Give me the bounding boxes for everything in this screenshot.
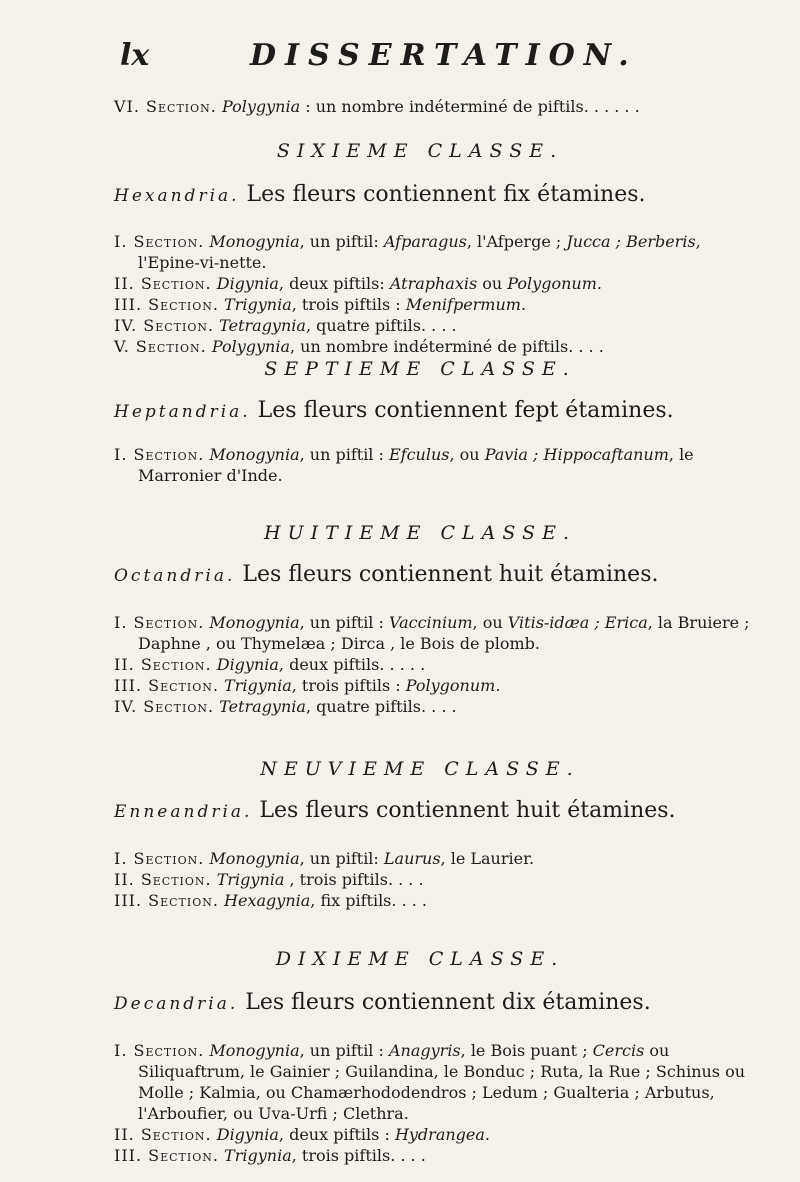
section-number: II. Section. bbox=[114, 655, 212, 674]
section-number: IV. Section. bbox=[114, 697, 215, 716]
section-name: Tetragynia bbox=[219, 316, 306, 335]
class-name: Decandria. bbox=[114, 994, 239, 1014]
section-text: , trois piftils : bbox=[291, 676, 406, 695]
section-entry bbox=[114, 315, 764, 336]
section-text: , la Bruiere ; Daphne , ou Thymelæa ; Dirca , le Bois de plomb. bbox=[138, 613, 750, 653]
page-header bbox=[120, 38, 740, 78]
class-description bbox=[114, 182, 764, 209]
section-text: , deux piftils : bbox=[278, 1125, 395, 1144]
section-list bbox=[114, 1040, 764, 1166]
running-title: DISSERTATION. bbox=[250, 38, 638, 73]
section-entry bbox=[114, 444, 764, 486]
section-text: , ou bbox=[449, 445, 485, 464]
section-entry bbox=[114, 675, 764, 696]
section-name: Monogynia bbox=[209, 1041, 300, 1060]
section-number: III. Section. bbox=[114, 891, 219, 910]
class-description bbox=[114, 798, 764, 825]
class-name: Hexandria. bbox=[114, 186, 240, 206]
section-number: III. Section. bbox=[114, 295, 219, 314]
section-number: II. Section. bbox=[114, 870, 212, 889]
plant-names: Pavia ; Hippocaftanum bbox=[484, 445, 669, 464]
plant-names: Vaccinium bbox=[388, 613, 473, 632]
section-text: ou Siliquaftrum, le Gainier ; Guilandina, le Bonduc ; Ruta, la Rue ; Schinus ou Molle ; Kalmia, ou Chamærhododendros ; Ledum ; Gualteria ; Arbutus, l'Arboufier, ou Uva-Urfi ; Clethra. bbox=[138, 1041, 746, 1123]
plant-names: Cercis bbox=[592, 1041, 645, 1060]
class-desc-text: Les fleurs contiennent huit étamines. bbox=[252, 798, 676, 823]
class-name: Heptandria. bbox=[114, 402, 251, 422]
section-text: , un piftil : bbox=[299, 445, 389, 464]
plant-names: Polygonum. bbox=[405, 676, 501, 695]
section-text: , un piftil : bbox=[299, 1041, 389, 1060]
class-description bbox=[114, 990, 764, 1017]
section-list bbox=[114, 612, 764, 717]
section-name: Monogynia bbox=[209, 232, 300, 251]
class-description bbox=[114, 398, 764, 425]
class-heading: NEUVIEME CLASSE. bbox=[260, 758, 580, 780]
class-heading: SEPTIEME CLASSE. bbox=[264, 358, 576, 380]
section-name: Digynia bbox=[216, 655, 279, 674]
section-entry bbox=[114, 696, 764, 717]
section-text: , un piftil: bbox=[299, 849, 384, 868]
section-number: I. Section. bbox=[114, 232, 205, 251]
plant-names: Menifpermum. bbox=[405, 295, 527, 314]
section-name: Polygynia bbox=[211, 337, 290, 356]
section-list bbox=[114, 444, 764, 486]
section-number: I. Section. bbox=[114, 849, 205, 868]
section-text: , trois piftils. . . . bbox=[284, 870, 424, 889]
section-name: Monogynia bbox=[209, 849, 300, 868]
section-text: , le Bois puant ; bbox=[460, 1041, 593, 1060]
section-text: , un piftil : bbox=[299, 613, 389, 632]
section-name: Digynia bbox=[216, 1125, 279, 1144]
section-entry bbox=[114, 654, 764, 675]
class-desc-text: Les fleurs contiennent dix étamines. bbox=[238, 990, 651, 1015]
plant-names: Efculus bbox=[388, 445, 450, 464]
class-desc-text: Les fleurs contiennent fix étamines. bbox=[239, 182, 646, 207]
section-list bbox=[114, 231, 764, 357]
section-entry bbox=[114, 336, 764, 357]
section-number: I. Section. bbox=[114, 613, 205, 632]
section-text: , deux piftils. . . . . bbox=[278, 655, 426, 674]
class-heading: HUITIEME CLASSE. bbox=[264, 522, 576, 544]
section-name: Trigynia bbox=[224, 676, 292, 695]
plant-names: Jucca ; Berberis bbox=[566, 232, 696, 251]
section-text: , un piftil: bbox=[299, 232, 384, 251]
section-text: , trois piftils. . . . bbox=[291, 1146, 426, 1165]
section-text: , trois piftils : bbox=[291, 295, 406, 314]
plant-names: Atraphaxis bbox=[389, 274, 478, 293]
section-text: , un nombre indéterminé de piftils. . . . bbox=[290, 337, 604, 356]
section-entry bbox=[114, 1145, 764, 1166]
section-name: Trigynia bbox=[224, 1146, 292, 1165]
section-text: , le Marronier d'Inde. bbox=[138, 445, 694, 485]
class-desc-text: Les fleurs contiennent fept étamines. bbox=[250, 398, 674, 423]
section-entry bbox=[114, 231, 764, 273]
section-name: Trigynia bbox=[224, 295, 292, 314]
class-heading: DIXIEME CLASSE. bbox=[275, 948, 565, 970]
section-text: , ou bbox=[472, 613, 508, 632]
page-number: lx bbox=[120, 38, 150, 73]
section-number: VI. Section. bbox=[114, 97, 217, 116]
plant-names: Anagyris bbox=[388, 1041, 461, 1060]
section-name: Monogynia bbox=[209, 445, 300, 464]
plant-names: Afparagus bbox=[383, 232, 467, 251]
section-number: V. Section. bbox=[114, 337, 207, 356]
section-name: Trigynia bbox=[216, 870, 285, 889]
section-entry bbox=[114, 1124, 764, 1145]
section-number: IV. Section. bbox=[114, 316, 215, 335]
section-entry bbox=[114, 848, 764, 869]
plant-names: Polygonum. bbox=[507, 274, 602, 293]
section-text: : un nombre indéterminé de piftils. . . . . . bbox=[300, 97, 640, 116]
class-desc-text: Les fleurs contiennent huit étamines. bbox=[235, 562, 659, 587]
section-number: I. Section. bbox=[114, 445, 205, 464]
plant-names: Hydrangea. bbox=[394, 1125, 490, 1144]
section-entry bbox=[114, 890, 764, 911]
section-entry bbox=[114, 1040, 764, 1124]
section-number: II. Section. bbox=[114, 274, 212, 293]
plant-names: Laurus bbox=[383, 849, 441, 868]
section-text: , quatre piftils. . . . bbox=[305, 316, 457, 335]
section-entry bbox=[114, 294, 764, 315]
section-number: III. Section. bbox=[114, 676, 219, 695]
section-entry bbox=[114, 612, 764, 654]
section-entry bbox=[114, 273, 764, 294]
section-text: , quatre piftils. . . . bbox=[305, 697, 457, 716]
section-entry bbox=[114, 869, 764, 890]
section-name: Digynia bbox=[216, 274, 279, 293]
section-number: III. Section. bbox=[114, 1146, 219, 1165]
class-name: Enneandria. bbox=[114, 802, 253, 822]
section-number: II. Section. bbox=[114, 1125, 212, 1144]
class-heading: SIXIEME CLASSE. bbox=[276, 140, 564, 162]
section-text: , l'Epine-vi-nette. bbox=[138, 232, 701, 272]
top-section-line bbox=[114, 96, 764, 117]
plant-names: Vitis-idæa ; Erica bbox=[507, 613, 648, 632]
section-name: Tetragynia bbox=[219, 697, 306, 716]
section-name: Polygynia bbox=[221, 97, 301, 116]
section-name: Hexagynia bbox=[224, 891, 311, 910]
section-name: Monogynia bbox=[209, 613, 300, 632]
class-name: Octandria. bbox=[114, 566, 236, 586]
section-text: , fix piftils. . . . bbox=[310, 891, 427, 910]
section-text: ou bbox=[477, 274, 508, 293]
section-text: , le Laurier. bbox=[440, 849, 535, 868]
section-list bbox=[114, 848, 764, 911]
class-description bbox=[114, 562, 764, 589]
section-text: , deux piftils: bbox=[278, 274, 390, 293]
section-text: , l'Afperge ; bbox=[466, 232, 567, 251]
section-number: I. Section. bbox=[114, 1041, 205, 1060]
